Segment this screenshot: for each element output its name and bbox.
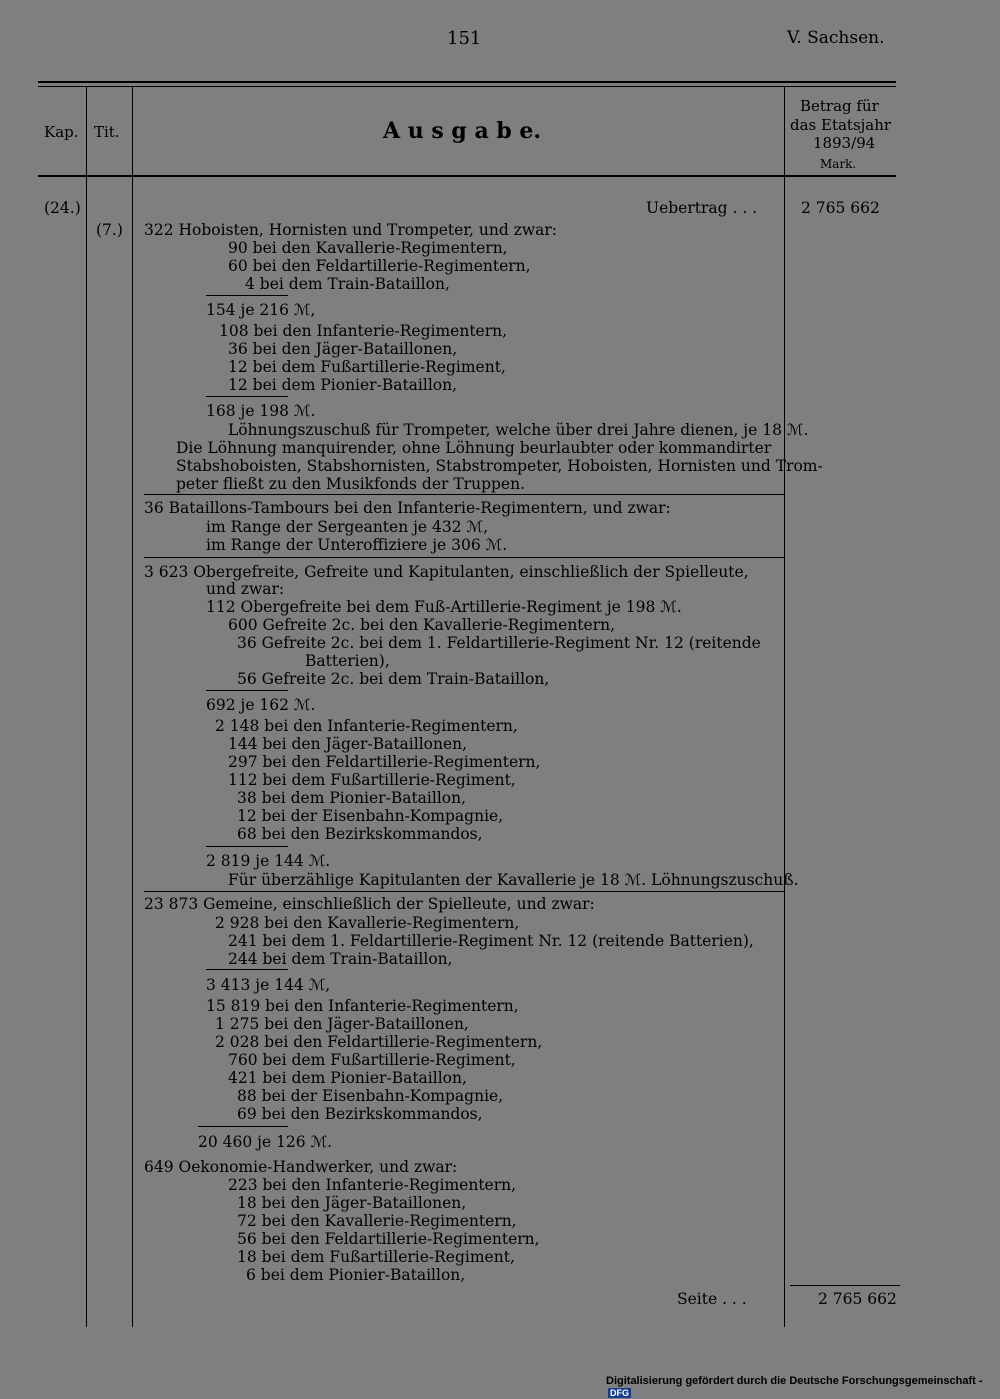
section-title: V. Sachsen. bbox=[787, 28, 885, 48]
line-33: 2 819 je 144 ℳ. bbox=[206, 852, 331, 870]
line-14: peter fließt zu den Musikfonds der Truppen. bbox=[176, 475, 525, 493]
line-21: 600 Gefreite 2c. bei den Kavallerie-Regimentern, bbox=[228, 616, 616, 634]
line-45: 88 bei der Eisenbahn-Kompagnie, bbox=[237, 1087, 504, 1105]
line-11: Löhnungszuschuß für Trompeter, welche über drei Jahre dienen, je 18 ℳ. bbox=[228, 421, 809, 439]
line-15: 36 Bataillons-Tambours bei den Infanterie-Regimentern, und zwar: bbox=[144, 499, 671, 517]
line-48: 649 Oekonomie-Handwerker, und zwar: bbox=[144, 1158, 458, 1176]
line-47: 20 460 je 126 ℳ. bbox=[198, 1133, 333, 1151]
line-19: und zwar: bbox=[206, 580, 285, 598]
footer-text: Digitalisierung gefördert durch die Deutsche Forschungsgemeinschaft - bbox=[606, 1375, 983, 1387]
page-total-amount: 2 765 662 bbox=[818, 1290, 897, 1308]
line-9: 12 bei dem Pionier-Bataillon, bbox=[228, 376, 458, 394]
header-bottom-rule bbox=[38, 175, 896, 177]
col-divider-kap bbox=[86, 87, 87, 1327]
line-42: 2 028 bei den Feldartillerie-Regimentern, bbox=[215, 1033, 543, 1051]
line-31: 12 bei der Eisenbahn-Kompagnie, bbox=[237, 807, 504, 825]
section-rule-3 bbox=[144, 891, 784, 892]
col-header-title: A u s g a b e. bbox=[383, 118, 542, 144]
line-29: 112 bei dem Fußartillerie-Regiment, bbox=[228, 771, 516, 789]
carry-amount: 2 765 662 bbox=[801, 199, 880, 217]
line-35: 23 873 Gemeine, einschließlich der Spielleute, und zwar: bbox=[144, 895, 595, 913]
line-41: 1 275 bei den Jäger-Bataillonen, bbox=[215, 1015, 469, 1033]
col-header-amount-unit: Mark. bbox=[820, 157, 857, 171]
line-43: 760 bei dem Fußartillerie-Regiment, bbox=[228, 1051, 516, 1069]
page-number: 151 bbox=[447, 28, 482, 49]
line-24: 56 Gefreite 2c. bei dem Train-Bataillon, bbox=[237, 670, 550, 688]
col-divider-tit bbox=[132, 87, 133, 1327]
kap-number: (24.) bbox=[44, 199, 81, 217]
top-double-rule-2 bbox=[38, 86, 896, 87]
line-5: 154 je 216 ℳ, bbox=[206, 301, 316, 319]
line-39: 3 413 je 144 ℳ, bbox=[206, 976, 331, 994]
top-double-rule-1 bbox=[38, 81, 896, 83]
line-38: 244 bei dem Train-Bataillon, bbox=[228, 950, 453, 968]
col-header-tit: Tit. bbox=[94, 123, 120, 141]
col-header-amount-2: das Etatsjahr bbox=[790, 116, 892, 134]
line-27: 144 bei den Jäger-Bataillonen, bbox=[228, 735, 468, 753]
col-header-amount-1: Betrag für bbox=[800, 97, 879, 115]
line-30: 38 bei dem Pionier-Bataillon, bbox=[237, 789, 467, 807]
line-53: 18 bei dem Fußartillerie-Regiment, bbox=[237, 1248, 515, 1266]
line-3: 60 bei den Feldartillerie-Regimentern, bbox=[228, 257, 531, 275]
line-10: 168 je 198 ℳ. bbox=[206, 402, 316, 420]
line-54: 6 bei dem Pionier-Bataillon, bbox=[246, 1266, 466, 1284]
line-25: 692 je 162 ℳ. bbox=[206, 696, 316, 714]
line-16: im Range der Sergeanten je 432 ℳ, bbox=[206, 518, 489, 536]
line-1: 322 Hoboisten, Hornisten und Trompeter, und zwar: bbox=[144, 221, 557, 239]
line-23: Batterien), bbox=[305, 652, 390, 670]
line-13: Stabshoboisten, Stabshornisten, Stabstrompeter, Hoboisten, Hornisten und Trom- bbox=[176, 457, 823, 475]
sum-rule-2 bbox=[206, 396, 288, 397]
line-22: 36 Gefreite 2c. bei dem 1. Feldartillerie-Regiment Nr. 12 (reitende bbox=[237, 634, 761, 652]
line-50: 18 bei den Jäger-Bataillonen, bbox=[237, 1194, 467, 1212]
sum-rule-1 bbox=[206, 295, 288, 296]
line-46: 69 bei den Bezirkskommandos, bbox=[237, 1105, 483, 1123]
col-divider-amount bbox=[784, 87, 785, 1327]
line-26: 2 148 bei den Infanterie-Regimentern, bbox=[215, 717, 518, 735]
section-rule-1 bbox=[144, 494, 784, 495]
sum-rule-6 bbox=[198, 1126, 288, 1127]
sum-rule-4 bbox=[206, 846, 288, 847]
line-7: 36 bei den Jäger-Bataillonen, bbox=[228, 340, 458, 358]
sum-rule-5 bbox=[206, 969, 288, 970]
dfg-logo: DFG bbox=[610, 1388, 629, 1398]
line-51: 72 bei den Kavallerie-Regimentern, bbox=[237, 1212, 517, 1230]
line-44: 421 bei dem Pionier-Bataillon, bbox=[228, 1069, 467, 1087]
tit-number: (7.) bbox=[96, 221, 123, 239]
line-28: 297 bei den Feldartillerie-Regimentern, bbox=[228, 753, 541, 771]
sum-rule-3 bbox=[206, 690, 288, 691]
line-37: 241 bei dem 1. Feldartillerie-Regiment Nr. 12 (reitende Batterien), bbox=[228, 932, 754, 950]
line-36: 2 928 bei den Kavallerie-Regimentern, bbox=[215, 914, 520, 932]
col-header-amount-3: 1893/94 bbox=[813, 134, 876, 152]
total-rule bbox=[790, 1285, 900, 1286]
page-total-label: Seite . . . bbox=[677, 1290, 747, 1308]
line-8: 12 bei dem Fußartillerie-Regiment, bbox=[228, 358, 506, 376]
line-18: 3 623 Obergefreite, Gefreite und Kapitulanten, einschließlich der Spielleute, bbox=[144, 563, 749, 581]
line-17: im Range der Unteroffiziere je 306 ℳ. bbox=[206, 536, 508, 554]
line-52: 56 bei den Feldartillerie-Regimentern, bbox=[237, 1230, 540, 1248]
line-6: 108 bei den Infanterie-Regimentern, bbox=[219, 322, 508, 340]
line-49: 223 bei den Infanterie-Regimentern, bbox=[228, 1176, 517, 1194]
line-32: 68 bei den Bezirkskommandos, bbox=[237, 825, 483, 843]
col-header-kap: Kap. bbox=[44, 123, 79, 141]
line-40: 15 819 bei den Infanterie-Regimentern, bbox=[206, 997, 519, 1015]
line-34: Für überzählige Kapitulanten der Kavallerie je 18 ℳ. Löhnungszuschuß. bbox=[228, 871, 799, 889]
digitization-footer bbox=[606, 1375, 1000, 1399]
line-20: 112 Obergefreite bei dem Fuß-Artillerie-Regiment je 198 ℳ. bbox=[206, 598, 682, 616]
section-rule-2 bbox=[144, 557, 784, 558]
line-2: 90 bei den Kavallerie-Regimentern, bbox=[228, 239, 508, 257]
line-4: 4 bei dem Train-Bataillon, bbox=[245, 275, 450, 293]
line-12: Die Löhnung manquirender, ohne Löhnung beurlaubter oder kommandirter bbox=[176, 439, 772, 457]
carry-label: Uebertrag . . . bbox=[646, 199, 758, 217]
